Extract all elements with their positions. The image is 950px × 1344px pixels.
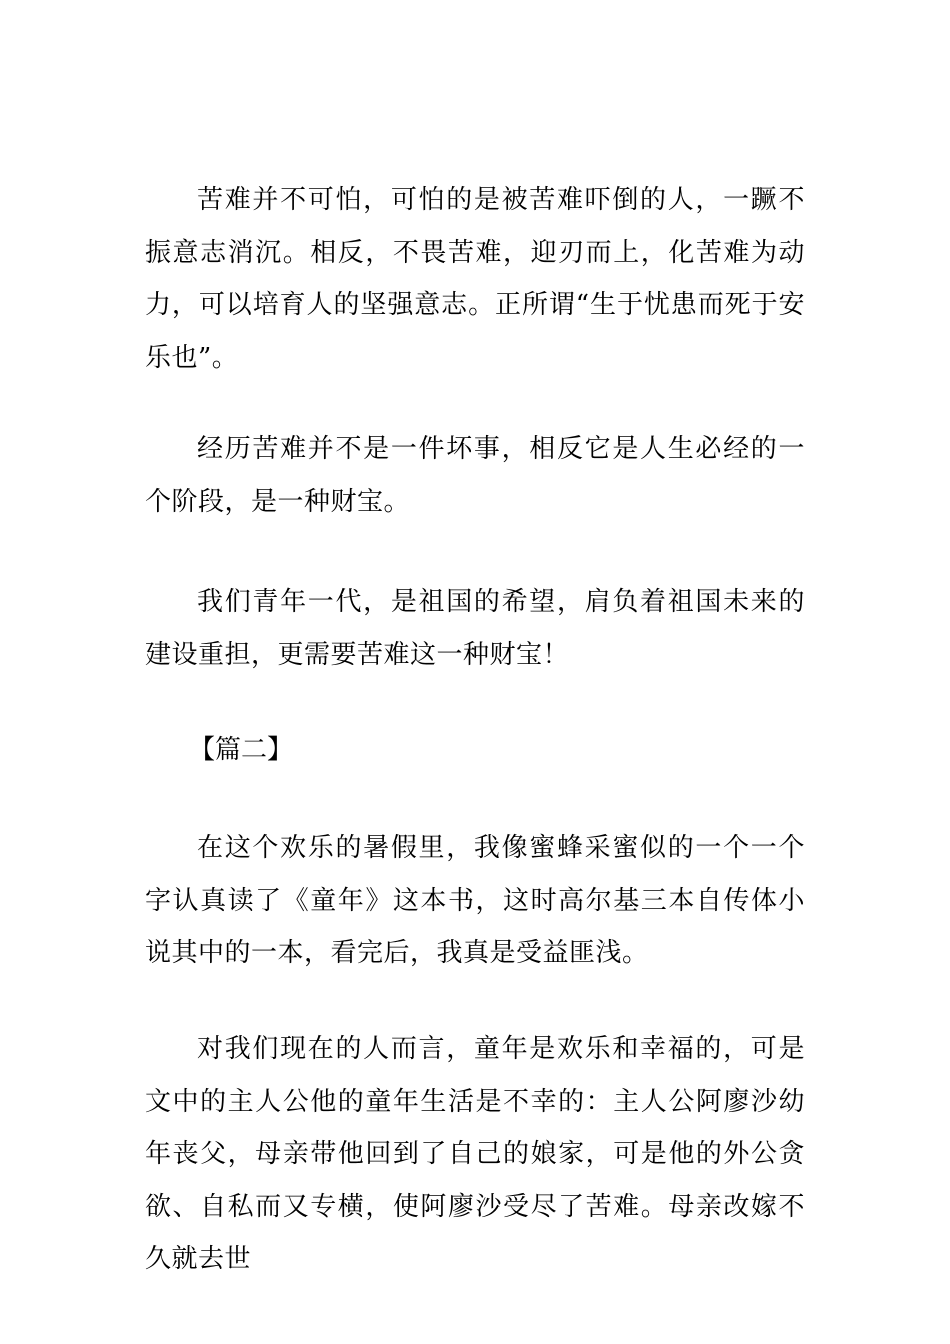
paragraph-youth: 我们青年一代，是祖国的希望，肩负着祖国未来的建设重担，更需要苦难这一种财宝！ [145,587,805,670]
paragraph-hardship: 苦难并不可怕，可怕的是被苦难吓倒的人，一蹶不振意志消沉。相反，不畏苦难，迎刃而上，化苦难为动力，可以培育人的坚强意志。正所谓“生于忧患而死于安乐也”。 [145,185,805,373]
section-heading: 【篇二】 [189,735,294,765]
paragraph-childhood: 对我们现在的人而言，童年是欢乐和幸福的，可是文中的主人公他的童年生活是不幸的：主人公阿廖沙幼年丧父，母亲带他回到了自己的娘家，可是他的外公贪欲、自私而又专横，使阿廖沙受尽了苦难。母亲改嫁不久就去世 [145,1034,805,1274]
paragraph-experience: 经历苦难并不是一件坏事，相反它是人生必经的一个阶段，是一种财宝。 [145,434,805,517]
paragraph-summer-reading: 在这个欢乐的暑假里，我像蜜蜂采蜜似的一个一个字认真读了《童年》这本书，这时高尔基三本自传体小说其中的一本，看完后，我真是受益匪浅。 [145,833,805,968]
